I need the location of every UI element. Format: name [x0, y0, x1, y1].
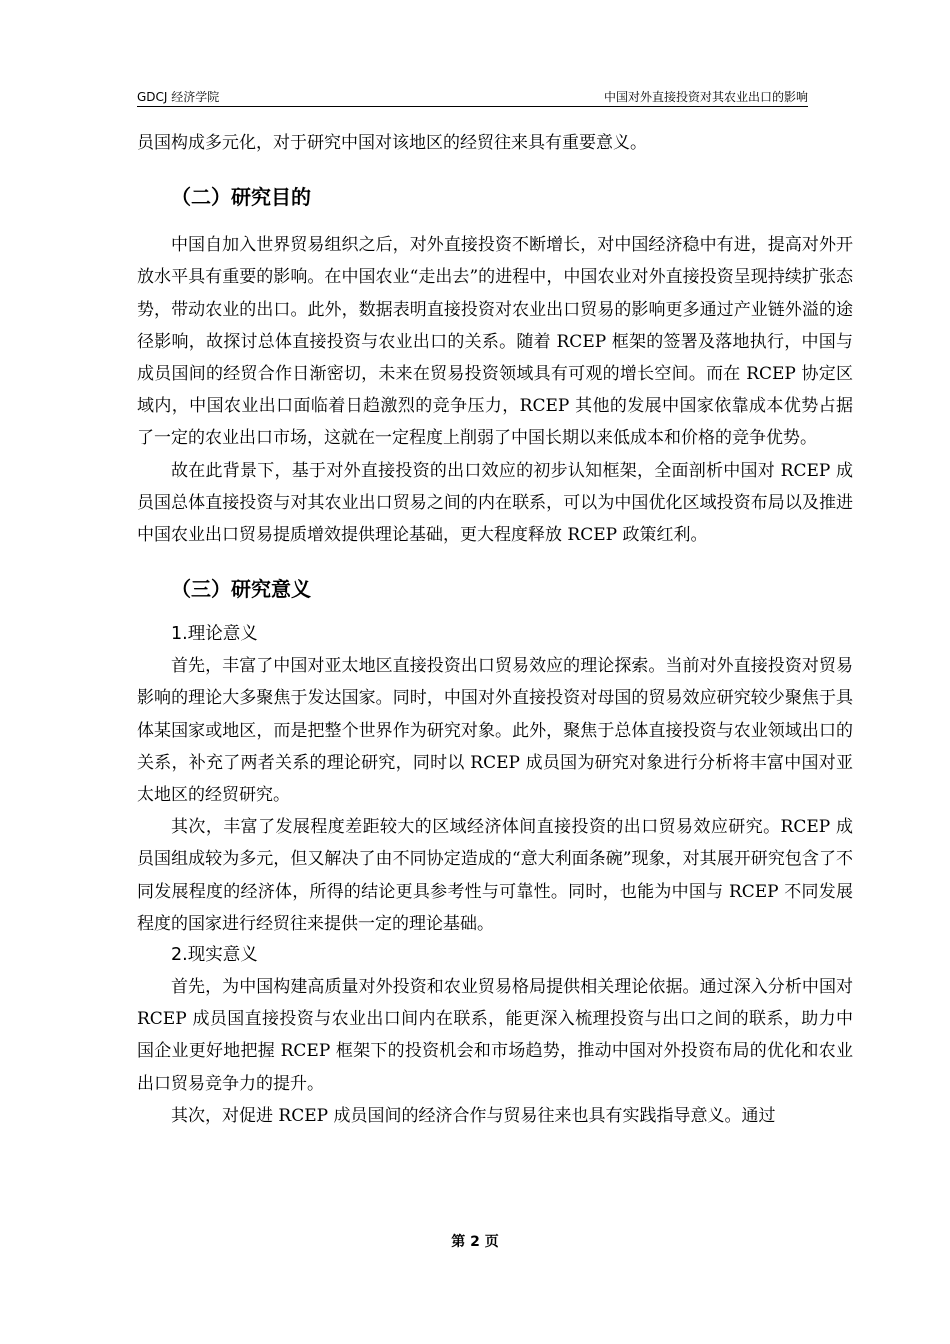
paragraph-practice-1: 首先，为中国构建高质量对外投资和农业贸易格局提供相关理论依据。通过深入分析中国对 RCEP 成员国直接投资与农业出口间内在联系，能更深入梳理投资与出口之间的联系，助力中国企业更好地把握 RCEP 框架下的投资机会和市场趋势，推动中国对外投资布局的优化和农业出口贸易竞争力的提升。 [137, 977, 853, 1094]
header-right-text: 中国对外直接投资对其农业出口的影响 [603, 90, 808, 104]
subheading-theory: 1.理论意义 [171, 624, 258, 645]
page-body [137, 127, 853, 1132]
page-number: 第 2 页 [451, 1234, 499, 1250]
header-rule [137, 106, 808, 107]
paragraph-purpose-2: 故在此背景下，基于对外直接投资的出口效应的初步认知框架，全面剖析中国对 RCEP 成员国总体直接投资与对其农业出口贸易之间的内在联系，可以为中国优化区域投资布局以及推进中国农业出口贸易提质增效提供理论基础，更大程度释放 RCEP 政策红利。 [137, 460, 853, 546]
paragraph-purpose-1: 中国自加入世界贸易组织之后，对外直接投资不断增长，对中国经济稳中有进，提高对外开放水平具有重要的影响。在中国农业“走出去”的进程中，中国农业对外直接投资呈现持续扩张态势，带动农业的出口。此外，数据表明直接投资对农业出口贸易的影响更多通过产业链外溢的途径影响，故探讨总体直接投资与农业出口的关系。随着 RCEP 框架的签署及落地执行，中国与成员国间的经贸合作日渐密切，未来在贸易投资领域具有可观的增长空间。而在 RCEP 协定区域内，中国农业出口面临着日趋激烈的竞争压力，RCEP 其他的发展中国家依靠成本优势占据了一定的农业出口市场，这就在一定程度上削弱了中国长期以来低成本和价格的竞争优势。 [137, 235, 853, 449]
subheading-practice: 2.现实意义 [171, 945, 258, 966]
paragraph-theory-1: 首先，丰富了中国对亚太地区直接投资出口贸易效应的理论探索。当前对外直接投资对贸易影响的理论大多聚焦于发达国家。同时，中国对外直接投资对母国的贸易效应研究较少聚焦于具体某国家或地区，而是把整个世界作为研究对象。此外，聚焦于总体直接投资与农业领域出口的关系，补充了两者关系的理论研究，同时以 RCEP 成员国为研究对象进行分析将丰富中国对亚太地区的经贸研究。 [137, 656, 853, 806]
paragraph-theory-2: 其次，丰富了发展程度差距较大的区域经济体间直接投资的出口贸易效应研究。RCEP 成员国组成较为多元，但又解决了由不同协定造成的“意大利面条碗”现象，对其展开研究包含了不同发展程度的经济体，所得的结论更具参考性与可靠性。同时，也能为中国与 RCEP 不同发展程度的国家进行经贸往来提供一定的理论基础。 [137, 817, 853, 934]
section-heading-purpose: （二）研究目的 [171, 185, 311, 210]
paragraph-continued: 员国构成多元化，对于研究中国对该地区的经贸往来具有重要意义。 [137, 133, 647, 153]
page-header [137, 88, 808, 106]
paragraph-practice-2: 其次，对促进 RCEP 成员国间的经济合作与贸易往来也具有实践指导意义。通过 [171, 1105, 776, 1126]
header-left-text: GDCJ 经济学院 [137, 90, 220, 104]
section-heading-significance: （三）研究意义 [171, 577, 311, 602]
